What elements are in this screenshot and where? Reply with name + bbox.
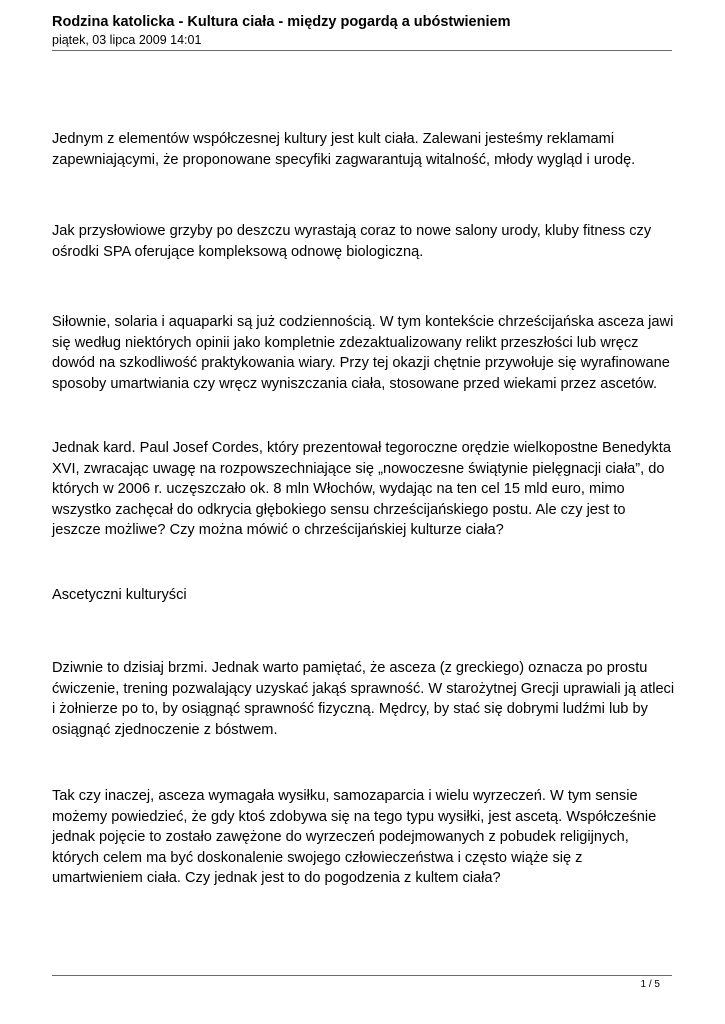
section-heading: Ascetyczni kulturyści (52, 587, 187, 603)
page-number: 1 / 5 (640, 979, 660, 990)
paragraph: Jednym z elementów współczesnej kultury jest kult ciała. Zalewani jesteśmy reklamami zapewniającymi, że proponowane specyfiki zagwarantują witalność, młody wygląd i urodę. (52, 131, 636, 168)
paragraph: Dziwnie to dzisiaj brzmi. Jednak warto pamiętać, że asceza (z greckiego) oznacza po prostu ćwiczenie, trening pozwalający uzyskać jakąś sprawność. W starożytnej Grecji uprawiali ją atleci i żołnierze po to, by osiągnąć sprawność fizyczną. Mędrcy, by stać się dobrymi ludźmi lub by osiągnąć zjednoczenie z bóstwem. (52, 660, 675, 738)
paragraph: Siłownie, solaria i aquaparki są już codziennością. W tym kontekście chrześcijańska asceza jawi się według niektórych opinii jako kompletnie zdezaktualizowany relikt przeszłości lub wręcz dowód na szkodliwość praktykowania wiary. Przy tej okazji chętnie przywołuje się wyrafinowane sposoby umartwiania czy wręcz wyniszczania ciała, stosowane przed wiekami przez ascetów. (52, 314, 674, 392)
document-date: piątek, 03 lipca 2009 14:01 (52, 33, 202, 47)
paragraph: Jak przysłowiowe grzyby po deszczu wyrastają coraz to nowe salony urody, kluby fitness czy ośrodki SPA oferujące kompleksową odnowę biologiczną. (52, 223, 652, 260)
document-title: Rodzina katolicka - Kultura ciała - między pogardą a ubóstwieniem (52, 14, 511, 30)
paragraph: Jednak kard. Paul Josef Cordes, który prezentował tegoroczne orędzie wielkopostne Benedykta XVI, zwracając uwagę na rozpowszechniające się „nowoczesne świątynie pielęgnacji ciała”, do których w 2006 r. uczęszczało ok. 8 mln Włochów, wydając na ten cel 15 mld euro, mimo wszystko zachęcał do odkrycia głębokiego sensu chrześcijańskiego postu. Ale czy jest to jeszcze możliwe? Czy można mówić o chrześcijańskiej kulturze ciała? (52, 440, 671, 538)
document-header (52, 14, 672, 48)
header-divider (52, 50, 672, 51)
footer-divider (52, 975, 672, 976)
paragraph: Tak czy inaczej, asceza wymagała wysiłku, samozaparcia i wielu wyrzeczeń. W tym sensie możemy powiedzieć, że gdy ktoś zdobywa się na tego typu wysiłki, jest ascetą. Współcześnie jednak pojęcie to zostało zawężone do wyrzeczeń podejmowanych z pobudek religijnych, których celem ma być doskonalenie swojego człowieczeństwa i często wiąże się z umartwieniem ciała. Czy jednak jest to do pogodzenia z kultem ciała? (52, 788, 657, 886)
